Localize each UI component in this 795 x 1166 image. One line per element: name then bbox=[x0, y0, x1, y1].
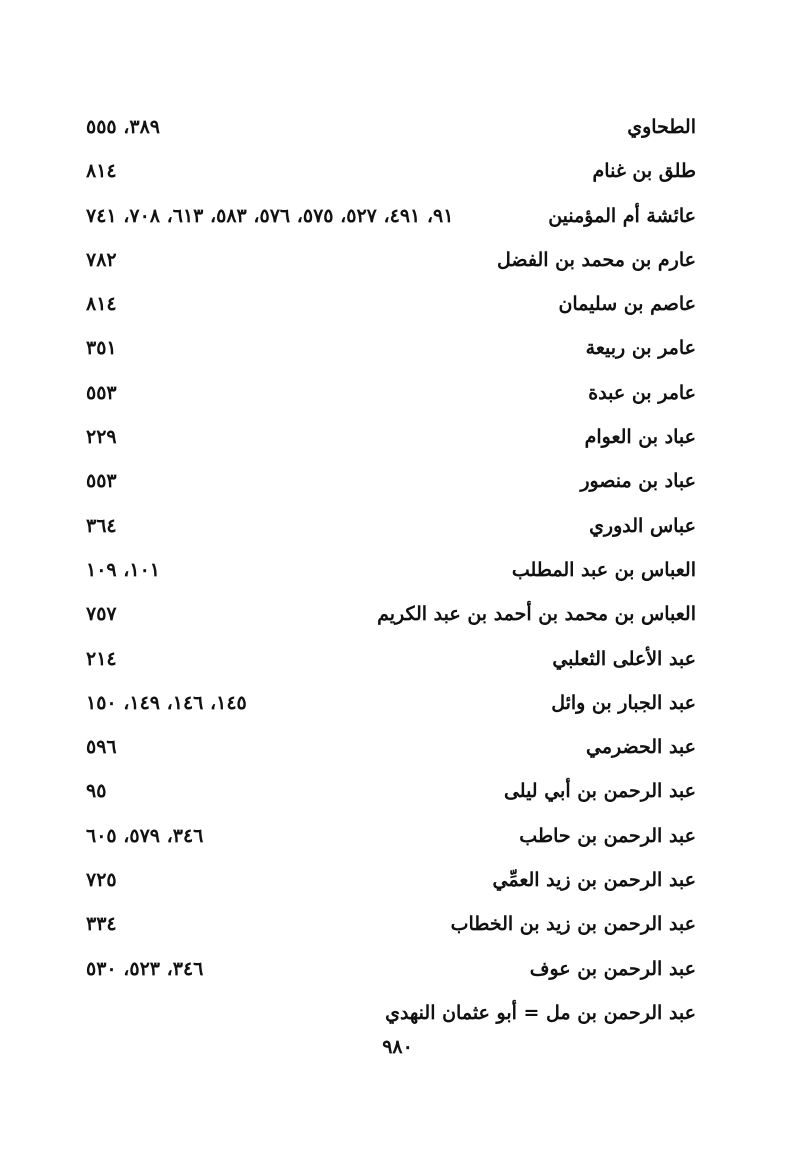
entry-pages: ١٠١، ١٠٩ bbox=[86, 558, 160, 581]
entry-name: عباد بن العوام bbox=[584, 426, 696, 449]
entry-pages: ٥٥٣ bbox=[86, 470, 117, 493]
entry-pages: ٩٥ bbox=[86, 780, 107, 803]
entry-pages: ٧٢٥ bbox=[86, 869, 117, 892]
entry-name: عامر بن عبدة bbox=[588, 381, 696, 404]
entry-name: عبد الأعلى الثعلبي bbox=[552, 647, 696, 670]
index-entry bbox=[86, 954, 696, 998]
entry-name: عباد بن منصور bbox=[580, 470, 696, 493]
entry-name: طلق بن غنام bbox=[592, 160, 696, 183]
entry-pages: ٣٤٦، ٥٧٩، ٦٠٥ bbox=[86, 824, 204, 847]
index-entry bbox=[86, 644, 696, 688]
index-entry bbox=[86, 732, 696, 776]
entry-pages: ٣٣٤ bbox=[86, 913, 117, 936]
entry-name: عبد الرحمن بن حاطب bbox=[519, 824, 696, 847]
index-entry bbox=[86, 688, 696, 732]
index-entry bbox=[86, 776, 696, 820]
entry-pages: ٨١٤ bbox=[86, 293, 117, 316]
index-entry bbox=[86, 289, 696, 333]
index-entry bbox=[86, 466, 696, 510]
index-entry bbox=[86, 112, 696, 156]
entry-name: عبد الحضرمي bbox=[586, 736, 696, 759]
entry-name: عبد الجبار بن وائل bbox=[551, 691, 696, 714]
entry-pages: ٩١، ٤٩١، ٥٢٧، ٥٧٥، ٥٧٦، ٥٨٣، ٦١٣، ٧٠٨، ٧٤١ bbox=[86, 204, 454, 227]
index-entry bbox=[86, 422, 696, 466]
name-index-list bbox=[86, 112, 696, 1042]
entry-pages: ١٤٥، ١٤٦، ١٤٩، ١٥٠ bbox=[86, 691, 247, 714]
entry-pages: ٣٨٩، ٥٥٥ bbox=[86, 116, 160, 138]
index-entry bbox=[86, 156, 696, 200]
index-entry bbox=[86, 909, 696, 953]
entry-name: عامر بن ربيعة bbox=[585, 337, 696, 360]
entry-pages: ٣٤٦، ٥٢٣، ٥٣٠ bbox=[86, 957, 204, 980]
entry-name: عارم بن محمد بن الفضل bbox=[497, 248, 696, 271]
entry-name: عاصم بن سليمان bbox=[558, 293, 696, 316]
index-entry bbox=[86, 511, 696, 555]
entry-pages: ٧٥٧ bbox=[86, 603, 117, 626]
index-entry bbox=[86, 599, 696, 643]
index-entry bbox=[86, 333, 696, 377]
entry-name: عبد الرحمن بن مل = أبو عثمان النهدي bbox=[385, 1001, 696, 1024]
entry-name: عبد الرحمن بن عوف bbox=[529, 957, 696, 980]
index-entry bbox=[86, 245, 696, 289]
entry-pages: ٥٩٦ bbox=[86, 736, 117, 759]
index-entry bbox=[86, 555, 696, 599]
entry-pages: ٧٨٢ bbox=[86, 248, 117, 271]
index-entry bbox=[86, 865, 696, 909]
entry-pages: ٢٢٩ bbox=[86, 426, 117, 449]
index-entry bbox=[86, 378, 696, 422]
entry-pages: ٢١٤ bbox=[86, 647, 117, 670]
entry-name: العباس بن محمد بن أحمد بن عبد الكريم bbox=[377, 603, 696, 626]
entry-name: عبد الرحمن بن زيد العمِّي bbox=[492, 869, 696, 892]
entry-name: عبد الرحمن بن أبي ليلى bbox=[503, 780, 696, 803]
entry-name: عبد الرحمن بن زيد بن الخطاب bbox=[450, 913, 696, 936]
entry-pages: ٣٥١ bbox=[86, 337, 117, 360]
page-number: ٩٨٠ bbox=[382, 1036, 413, 1058]
entry-name: عائشة أم المؤمنين bbox=[548, 204, 696, 227]
entry-name: عباس الدوري bbox=[589, 514, 696, 537]
index-entry bbox=[86, 201, 696, 245]
index-entry bbox=[86, 821, 696, 865]
entry-pages: ٥٥٣ bbox=[86, 381, 117, 404]
entry-name: الطحاوي bbox=[627, 116, 696, 138]
entry-pages: ٨١٤ bbox=[86, 160, 117, 183]
entry-name: العباس بن عبد المطلب bbox=[511, 558, 696, 581]
entry-pages: ٣٦٤ bbox=[86, 514, 117, 537]
